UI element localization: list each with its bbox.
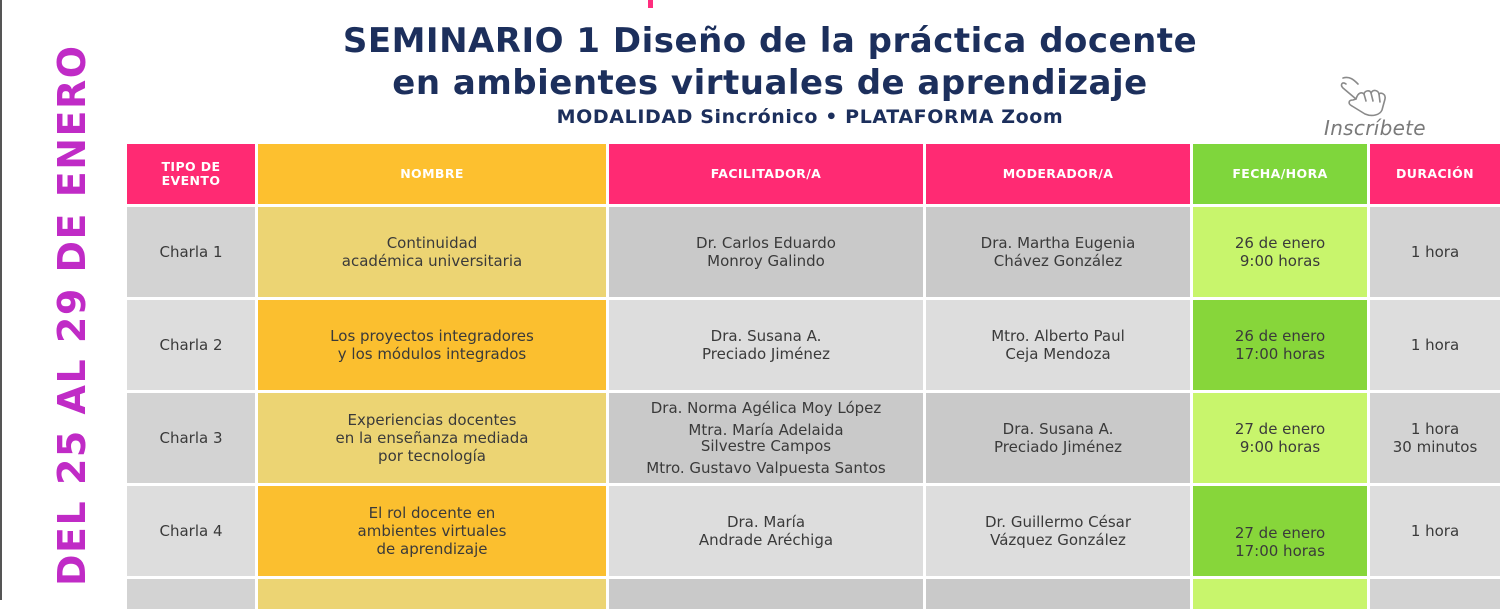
top-accent-mark xyxy=(648,0,653,8)
title-line-2: en ambientes virtuales de aprendizaje xyxy=(392,63,1148,103)
row3-fecha-line: 27 de enero xyxy=(1234,420,1326,438)
row3-moderador-line: Preciado Jiménez xyxy=(994,438,1122,456)
row2-facilitador-line: Dra. Susana A. xyxy=(710,327,822,345)
row2-duracion xyxy=(1370,300,1500,390)
row4-tipo: Charla 4 xyxy=(127,486,255,576)
col-header-facilitador: FACILITADOR/A xyxy=(609,144,923,204)
row3-moderador xyxy=(926,393,1190,483)
row3-nombre-line: Experiencias docentes xyxy=(347,411,517,429)
row1-facilitador-line: Dr. Carlos Eduardo xyxy=(696,234,836,252)
row3-nombre-line: en la enseñanza mediada xyxy=(335,429,529,447)
row3-fecha xyxy=(1193,393,1367,483)
row5-duracion xyxy=(1370,579,1500,609)
row5-nombre xyxy=(258,579,606,609)
row5-moderador xyxy=(926,579,1190,609)
row1-moderador-line: Dra. Martha Eugenia xyxy=(980,234,1136,252)
row2-nombre-line: y los módulos integrados xyxy=(337,345,527,363)
row4-nombre-line: de aprendizaje xyxy=(376,540,488,558)
row2-nombre-line: Los proyectos integradores xyxy=(330,327,534,345)
row1-fecha xyxy=(1193,207,1367,297)
row3-tipo: Charla 3 xyxy=(127,393,255,483)
row1-duracion xyxy=(1370,207,1500,297)
col-header-tipo-line-2: EVENTO xyxy=(161,173,221,188)
row3-facilitador xyxy=(609,393,923,483)
row4-moderador xyxy=(926,486,1190,576)
schedule-table xyxy=(127,144,1500,609)
row2-facilitador-line: Preciado Jiménez xyxy=(702,345,830,363)
row2-facilitador xyxy=(609,300,923,390)
row4-facilitador-line: Andrade Aréchiga xyxy=(698,531,834,549)
row1-facilitador xyxy=(609,207,923,297)
row1-fecha-line: 9:00 horas xyxy=(1239,252,1321,270)
row3-nombre xyxy=(258,393,606,483)
row4-facilitador xyxy=(609,486,923,576)
row3-duracion-line: 30 minutos xyxy=(1392,438,1478,456)
row4-duracion-line: 1 hora xyxy=(1410,522,1460,540)
col-header-nombre: NOMBRE xyxy=(258,144,606,204)
row4-facilitador-line: Dra. María xyxy=(726,513,806,531)
register-link[interactable] xyxy=(1318,74,1478,144)
pointing-hand-icon xyxy=(1336,74,1392,118)
col-header-tipo xyxy=(127,144,255,204)
row4-fecha-line: 17:00 horas xyxy=(1235,542,1325,560)
row2-moderador xyxy=(926,300,1190,390)
row2-duracion-line: 1 hora xyxy=(1410,336,1460,354)
row1-tipo: Charla 1 xyxy=(127,207,255,297)
col-header-fecha: FECHA/HORA xyxy=(1193,144,1367,204)
row2-fecha-line: 17:00 horas xyxy=(1235,345,1325,363)
row2-fecha xyxy=(1193,300,1367,390)
row3-duracion-line: 1 hora xyxy=(1410,420,1460,438)
row2-moderador-line: Ceja Mendoza xyxy=(1005,345,1111,363)
row4-nombre-line: El rol docente en xyxy=(368,504,496,522)
col-header-tipo-line-1: TIPO DE xyxy=(161,159,221,174)
row2-nombre xyxy=(258,300,606,390)
row3-moderador-line: Dra. Susana A. xyxy=(1002,420,1114,438)
date-range-vertical: DEL 25 AL 29 DE ENERO xyxy=(50,44,94,586)
row5-tipo xyxy=(127,579,255,609)
row5-facilitador xyxy=(609,579,923,609)
row4-nombre-line: ambientes virtuales xyxy=(357,522,507,540)
row3-facilitador-line: Dra. Norma Agélica Moy López xyxy=(650,399,882,417)
col-header-moderador: MODERADOR/A xyxy=(926,144,1190,204)
row1-nombre-line: Continuidad xyxy=(386,234,478,252)
col-header-duracion: DURACIÓN xyxy=(1370,144,1500,204)
row3-fecha-line: 9:00 horas xyxy=(1239,438,1321,456)
row4-moderador-line: Dr. Guillermo César xyxy=(984,513,1132,531)
register-label: Inscríbete xyxy=(1324,116,1426,140)
row2-tipo: Charla 2 xyxy=(127,300,255,390)
row1-nombre-line: académica universitaria xyxy=(341,252,523,270)
row1-nombre xyxy=(258,207,606,297)
row3-facilitador-line: Mtro. Gustavo Valpuesta Santos xyxy=(646,459,886,477)
row3-duracion xyxy=(1370,393,1500,483)
row2-fecha-line: 26 de enero xyxy=(1234,327,1326,345)
row2-moderador-line: Mtro. Alberto Paul xyxy=(991,327,1125,345)
row4-nombre xyxy=(258,486,606,576)
row4-moderador-line: Vázquez González xyxy=(990,531,1126,549)
row1-moderador xyxy=(926,207,1190,297)
row4-fecha-line: 27 de enero xyxy=(1234,524,1326,542)
title-line-1: SEMINARIO 1 Diseño de la práctica docente xyxy=(342,21,1198,61)
row1-moderador-line: Chávez González xyxy=(993,252,1123,270)
row1-facilitador-line: Monroy Galindo xyxy=(707,252,825,270)
row1-duracion-line: 1 hora xyxy=(1410,243,1460,261)
row5-fecha xyxy=(1193,579,1367,609)
row1-fecha-line: 26 de enero xyxy=(1234,234,1326,252)
row4-duracion xyxy=(1370,486,1500,576)
row4-fecha xyxy=(1193,486,1367,576)
modality-subtitle: MODALIDAD Sincrónico • PLATAFORMA Zoom xyxy=(556,106,1064,128)
row3-facilitador-line: Mtra. María Adelaida xyxy=(688,421,844,439)
page-left-border xyxy=(0,0,2,600)
page-title xyxy=(180,20,1360,104)
row3-nombre-line: por tecnología xyxy=(378,447,486,465)
row3-facilitador-line: Silvestre Campos xyxy=(700,437,832,455)
